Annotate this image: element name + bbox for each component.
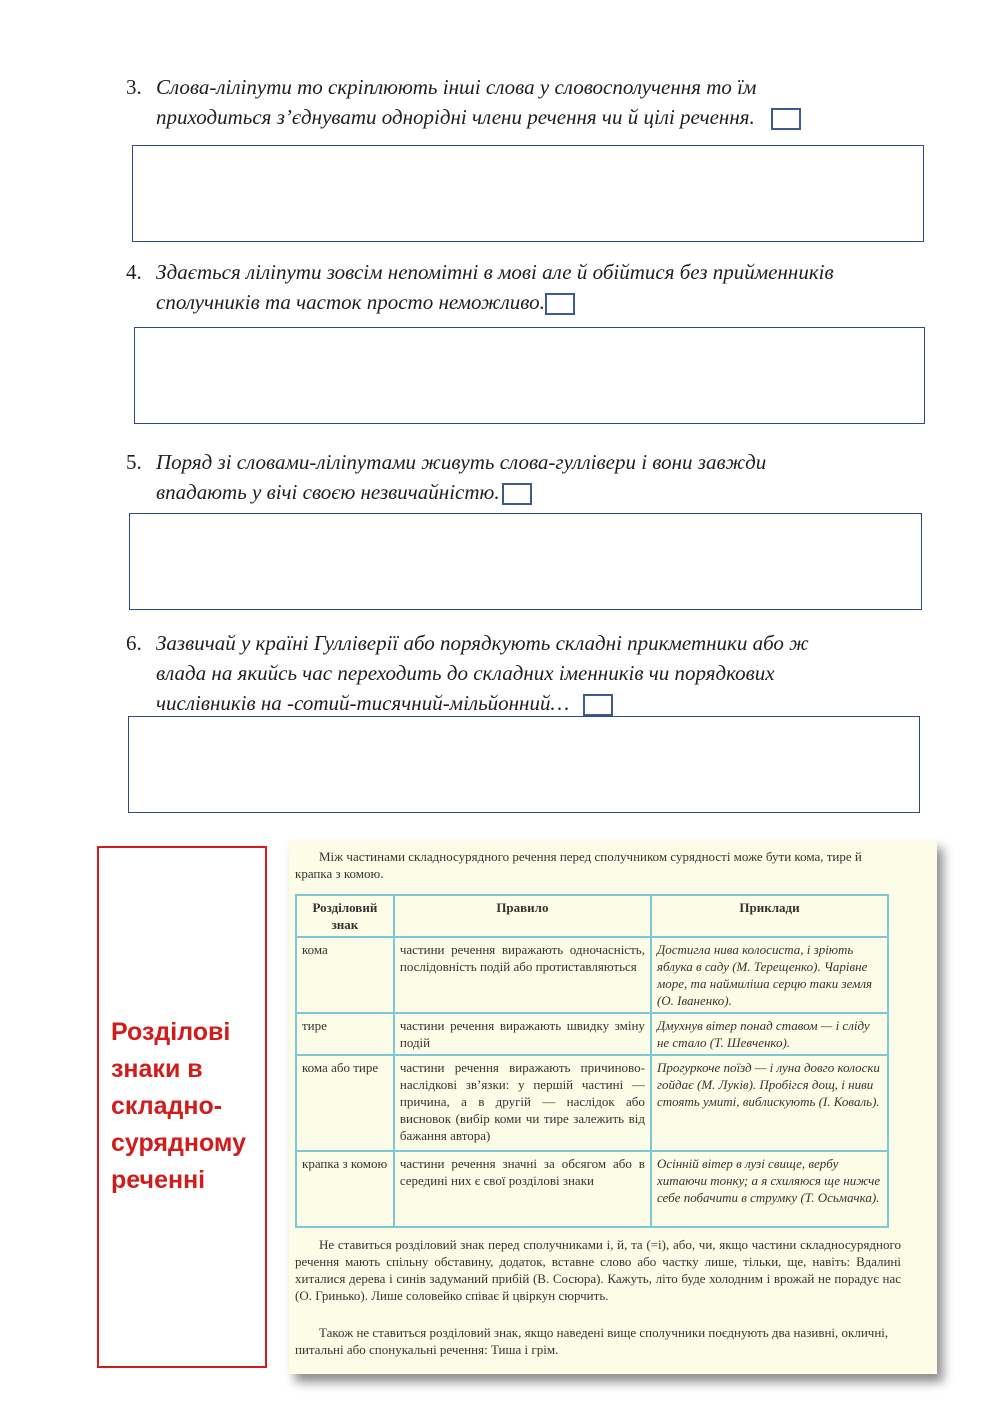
reference-final-note: Також не ставиться розділовий знак, якщо наведені вище сполучники поєднують два називні, окличні, питальні або спонукальні речення: Тиша і грім. (295, 1325, 889, 1357)
header-examples: Приклади (651, 895, 888, 937)
table-header-row (296, 895, 888, 937)
table-row (296, 1055, 888, 1151)
question-5 (126, 447, 956, 507)
question-text-line: Здається ліліпути зовсім непомітні в мові але й обійтися без прийменників (156, 260, 834, 284)
table-row (296, 1151, 888, 1227)
cell-example: Осінній вітер в лузі свище, вербу хитаючи тонку; а я схиляюся ще нижче себе побачити в струмку (Т. Осьмачка). (651, 1151, 888, 1227)
question-3 (126, 72, 956, 132)
cell-example: Дмухнув вітер понад ставом — і сліду не стало (Т. Шевченко). (651, 1013, 888, 1055)
table-row (296, 1013, 888, 1055)
cell-example: Прогуркоче поїзд — і луна довго колоски гойдає (М. Луків). Пробігся дощ, і ниви стоять умиті, виблискують (І. Коваль). (651, 1055, 888, 1151)
answer-mark-box[interactable] (771, 108, 801, 130)
question-text-line: впадають у вічі своєю незвичайністю. (156, 480, 500, 504)
question-text-line: числівників на -сотий-тисячний-мільйонний… (156, 691, 570, 715)
answer-mark-box[interactable] (583, 694, 613, 716)
question-text-line: Поряд зі словами-ліліпутами живуть слова-гуллівери і вони завжди (156, 450, 767, 474)
answer-box-3[interactable] (132, 145, 924, 242)
cell-rule: частини речення значні за обсягом або в середині них є свої розділові знаки (394, 1151, 651, 1227)
question-text-line: Зазвичай у країні Гуллiверії або порядкують складні прикметники або ж (156, 631, 809, 655)
question-text-line: сполучників та часток просто неможливо. (156, 290, 545, 314)
question-text-line: приходиться з’єднувати однорідні члени речення чи й цілі речення. (156, 105, 755, 129)
answer-box-4[interactable] (134, 327, 925, 424)
question-text-line: влада на якийсь час переходить до складних іменників чи порядкових (156, 661, 775, 685)
question-number: 4. (126, 260, 142, 284)
question-4 (126, 257, 956, 317)
topic-title-box (97, 846, 267, 1368)
question-number: 5. (126, 450, 142, 474)
cell-sign: крапка з комою (296, 1151, 394, 1227)
question-text-line: Слова-ліліпути то скріплюють інші слова у словосполучення то їм (156, 75, 757, 99)
answer-box-5[interactable] (129, 513, 922, 610)
answer-mark-box[interactable] (545, 293, 575, 315)
reference-exceptions: Не ставиться розділовий знак перед сполучниками і, й, та (=і), або, чи, якщо частини складносурядного речення мають спільну обставину, додаток, вставне слово або частку лише, тільки, ще, навіть: Вдалині хиталися дерева і синів задуманий прибій (В. Сосюра). Кажуть, літо буде холодним і врожай не порадує нас (О. Гринько). Лише соловейко співає й цвіркун сюрчить. (295, 1237, 901, 1303)
answer-box-6[interactable] (128, 716, 920, 813)
reference-intro: Між частинами складносурядного речення перед сполучником сурядності може бути кома, тире й крапка з комою. (295, 849, 862, 881)
cell-example: Достигла нива колосиста, і зріють яблука в саду (М. Терещенко). Чарівне море, та наймиліша серцю таки земля (О. Іваненко). (651, 937, 888, 1013)
punctuation-rules-table (295, 894, 889, 1228)
header-sign: Розділовий знак (296, 895, 394, 937)
reference-panel (289, 840, 937, 1374)
cell-rule: частини речення виражають швидку зміну подій (394, 1013, 651, 1055)
question-number: 3. (126, 75, 142, 99)
cell-sign: кома або тире (296, 1055, 394, 1151)
topic-title: Розділові знаки в складно-сурядному реченні (111, 1018, 246, 1194)
table-row (296, 937, 888, 1013)
question-6 (126, 628, 956, 718)
question-number: 6. (126, 631, 142, 655)
cell-sign: тире (296, 1013, 394, 1055)
cell-rule: частини речення виражають одночасність, послідовність подій або протиставляються (394, 937, 651, 1013)
cell-rule: частини речення виражають причиново-наслідкові зв’язки: у першій частині — причина, а в другій — наслідок або висновок (вибір коми чи тире залежить від бажання автора) (394, 1055, 651, 1151)
cell-sign: кома (296, 937, 394, 1013)
header-rule: Правило (394, 895, 651, 937)
answer-mark-box[interactable] (502, 483, 532, 505)
